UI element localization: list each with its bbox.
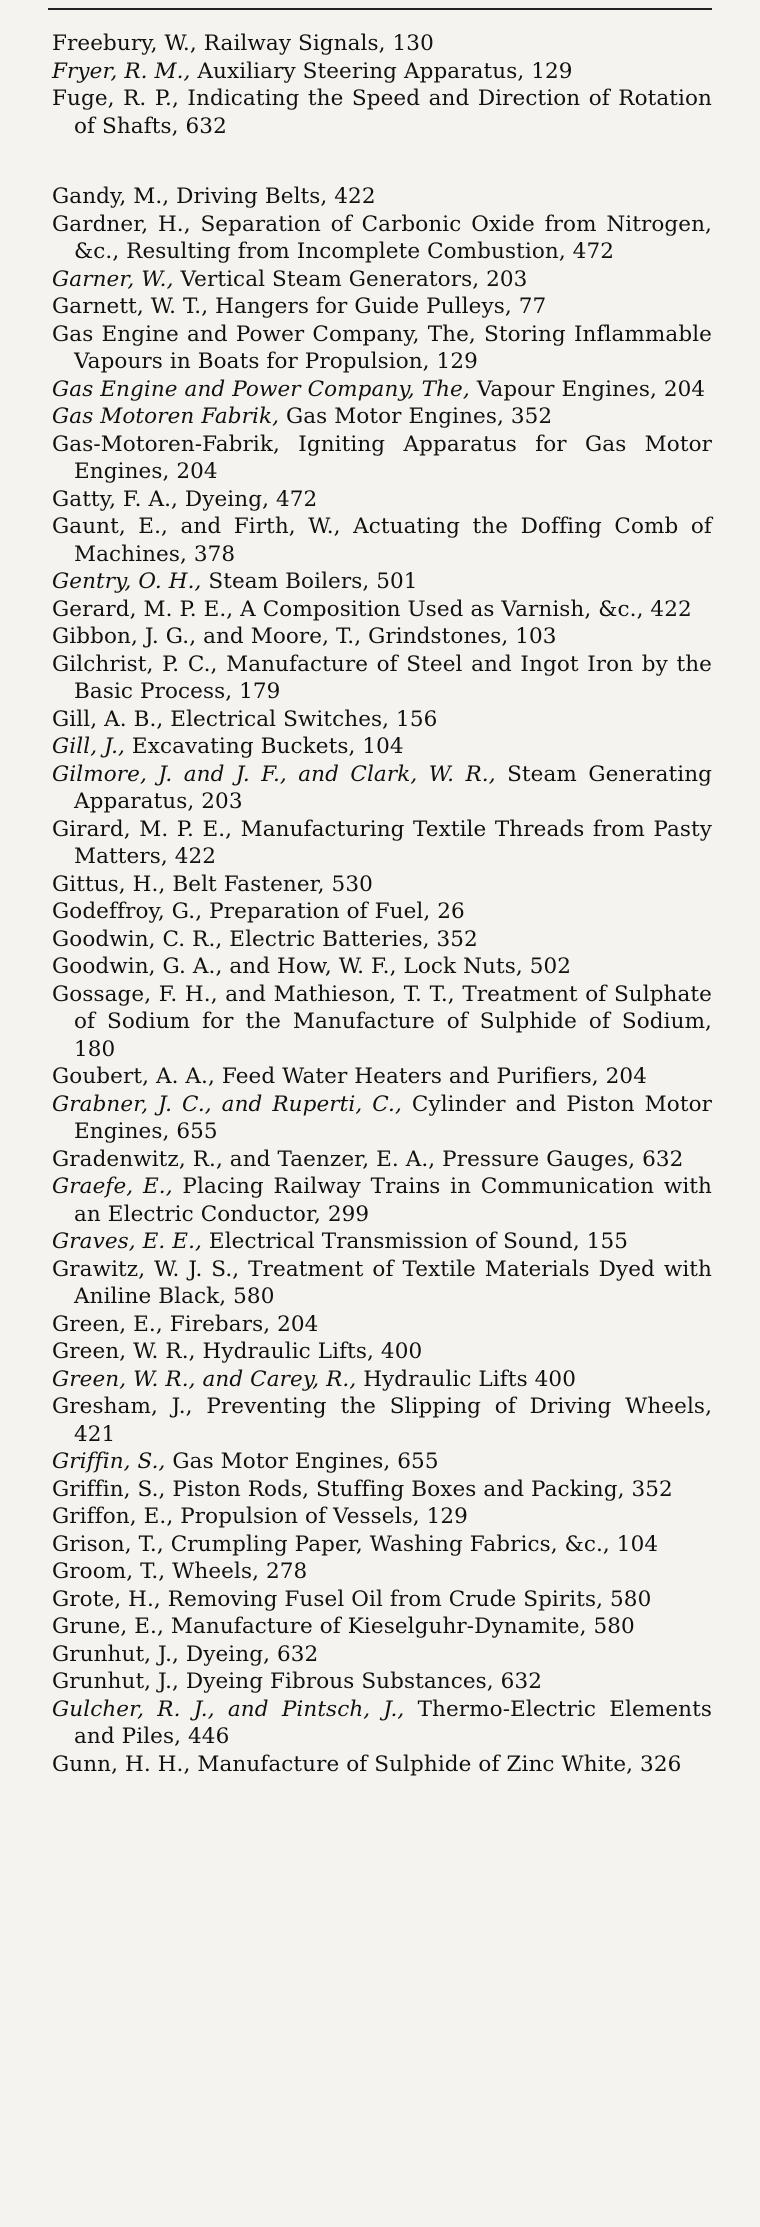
entry-name: Gunn, H. H., [52,1751,191,1777]
index-entry [52,1476,712,1504]
index-entry [52,733,712,761]
entry-subject: Preparation of Fuel, 26 [202,899,465,924]
entry-subject: Crumpling Paper, Washing Fabrics, &c., 104 [163,1531,659,1557]
index-entry [52,183,712,211]
entry-name: Gill, J., [52,734,125,759]
entry-subject: Treatment of Sulphate of Sodium for the Manufacture of Sulphide of Sodium, 180 [74,981,712,1062]
entry-subject: Belt Fastener, 530 [165,871,373,897]
index-entry [52,871,712,899]
entry-subject: Manufacture of Steel and Ingot Iron by the Basic Process, 179 [74,651,712,704]
index-entry [52,1503,712,1531]
index-entry [52,1586,712,1614]
section-gap [52,140,712,183]
index-entry [52,953,712,981]
entry-name: Gradenwitz, R., and Taenzer, E. A., [52,1146,436,1172]
entry-name: Goodwin, C. R., [52,926,223,952]
entry-subject: Igniting Apparatus for Gas Motor Engines, 204 [74,431,712,484]
index-entry [52,1558,712,1586]
index-entry [52,1393,712,1448]
index-entry [52,1063,712,1091]
entry-name: Gas Engine and Power Company, The, [52,376,470,402]
entry-name: Girard, M. P. E., [52,816,233,842]
entry-subject: Gas Motor Engines, 352 [279,404,553,429]
entry-subject: Driving Belts, 422 [169,184,376,209]
index-entry [52,981,712,1064]
entry-name: Grabner, J. C., and Ruperti, C., [52,1091,402,1117]
entry-subject: Grindstones, 103 [361,624,557,649]
entry-subject: Excavating Buckets, 104 [125,734,404,759]
index-entry [52,1228,712,1256]
index-entry [52,816,712,871]
entry-subject: Lock Nuts, 502 [396,954,572,979]
entry-name: Gilchrist, P. C., [52,651,218,677]
entry-name: Griffon, E., [52,1504,174,1529]
entry-subject: Firebars, 204 [162,1311,319,1337]
index-entry [52,376,712,404]
entry-subject: Dyeing, 632 [178,1641,319,1667]
index-entry [52,651,712,706]
index-entry [52,1751,712,1779]
entry-name: Grawitz, W. J. S., [52,1256,240,1282]
entry-name: Graves, E. E., [52,1229,202,1254]
entry-name: Gas Motoren Fabrik, [52,404,280,429]
entry-name: Grune, E., [52,1614,164,1639]
index-entry [52,1613,712,1641]
index-entry [52,623,712,651]
entries-g [52,183,712,1778]
entry-subject: Railway Signals, 130 [196,31,434,56]
entry-subject: Dyeing Fibrous Substances, 632 [178,1669,543,1694]
entry-name: Griffin, S., [52,1449,166,1474]
index-entry [52,403,712,431]
index-entry [52,513,712,568]
entry-name: Goubert, A. A., [52,1064,215,1089]
entry-subject: Dyeing, 472 [177,486,318,512]
entry-name: Gilmore, J. and J. F., and Clark, W. R., [52,761,496,787]
index-entry [52,1668,712,1696]
index-entry [52,568,712,596]
index-entry [52,1366,712,1394]
entries-top [52,30,712,140]
entry-subject: Piston Rods, Stuffing Boxes and Packing, 352 [165,1476,673,1502]
entry-name: Fuge, R. P., [52,86,179,111]
entry-subject: Treatment of Textile Materials Dyed with Aniline Black, 580 [74,1256,712,1309]
entry-subject: Hangers for Guide Pulleys, 77 [208,294,547,319]
entry-name: Grison, T., [52,1531,164,1557]
entry-subject: Preventing the Slipping of Driving Wheels, 421 [74,1394,712,1447]
entry-name: Garner, W., [52,266,174,292]
index-entry [52,1091,712,1146]
entry-subject: Separation of Carbonic Oxide from Nitrogen, &c., Resulting from Incomplete Combustion, 472 [74,211,712,264]
entry-subject: Feed Water Heaters and Purifiers, 204 [214,1064,647,1089]
entry-name: Freebury, W., [52,31,197,56]
entry-name: Green, W. R., [52,1339,196,1364]
index-entry [52,431,712,486]
entry-name: Gerard, M. P. E., [52,596,234,622]
entry-subject: Placing Railway Trains in Communication with an Electric Conductor, 299 [74,1174,712,1227]
entry-subject: Gas Motor Engines, 655 [165,1449,439,1474]
index-entry [52,85,712,140]
entry-subject: Manufacturing Textile Threads from Pasty Matters, 422 [74,816,712,869]
entry-name: Gardner, H., [52,211,191,237]
index-entry [52,321,712,376]
index-entry [52,596,712,624]
index-entry [52,1531,712,1559]
entry-name: Griffin, S., [52,1476,166,1502]
index-entry [52,211,712,266]
entry-subject: A Composition Used as Varnish, &c., 422 [233,596,692,622]
index-entry [52,293,712,321]
entry-subject: Auxiliary Steering Apparatus, 129 [190,58,573,84]
index-entry [52,1696,712,1751]
index-entry [52,926,712,954]
entry-subject: Wheels, 278 [165,1559,308,1584]
index-entry [52,486,712,514]
entry-name: Green, W. R., and Carey, R., [52,1366,357,1392]
entry-name: Gill, A. B., [52,706,164,732]
entry-name: Grunhut, J., [52,1641,179,1667]
entry-name: Green, E., [52,1311,163,1337]
entry-name: Gentry, O. H., [52,569,202,594]
index-entry [52,706,712,734]
index-entry [52,1641,712,1669]
entry-name: Godeffroy, G., [52,899,203,924]
entry-name: Gulcher, R. J., and Pintsch, J., [52,1696,405,1722]
index-entry [52,1256,712,1311]
entry-name: Gatty, F. A., [52,486,178,512]
entry-subject: Manufacture of Sulphide of Zinc White, 326 [190,1751,682,1777]
entry-subject: Storing Inflammable Vapours in Boats for Propulsion, 129 [74,321,712,374]
index-entry [52,1338,712,1366]
entry-name: Grunhut, J., [52,1669,179,1694]
entry-subject: Indicating the Speed and Direction of Rotation of Shafts, 632 [74,86,712,139]
entry-subject: Hydraulic Lifts, 400 [195,1339,423,1364]
entry-name: Gas Engine and Power Company, The, [52,321,476,347]
entry-subject: Hydraulic Lifts 400 [356,1366,576,1392]
entry-subject: Steam Generating Apparatus, 203 [74,761,713,814]
entry-subject: Pressure Gauges, 632 [435,1146,684,1172]
entry-subject: Actuating the Doffing Comb of Machines, 378 [74,514,712,567]
entry-name: Gibbon, J. G., and Moore, T., [52,624,362,649]
entry-name: Fryer, R. M., [52,58,191,84]
entry-name: Goodwin, G. A., and How, W. F., [52,954,397,979]
index-entry [52,898,712,926]
entry-subject: Electric Batteries, 352 [222,926,478,952]
entry-name: Gresham, J., [52,1394,193,1419]
top-rule [48,8,712,10]
entry-name: Graefe, E., [52,1174,173,1199]
entry-name: Garnett, W. T., [52,294,209,319]
index-entry [52,1311,712,1339]
entry-name: Gandy, M., [52,184,170,209]
entry-name: Grote, H., [52,1586,161,1612]
index-entry [52,30,712,58]
entry-subject: Electrical Transmission of Sound, 155 [201,1229,629,1254]
entry-subject: Propulsion of Vessels, 129 [173,1504,468,1529]
index-column [52,30,712,1778]
index-entry [52,761,712,816]
index-entry [52,1448,712,1476]
index-entry [52,58,712,86]
entry-name: Gaunt, E., and Firth, W., [52,514,341,539]
entry-subject: Manufacture of Kieselguhr-Dynamite, 580 [163,1614,635,1639]
entry-name: Gittus, H., [52,871,166,897]
entry-subject: Vapour Engines, 204 [469,376,706,402]
index-entry [52,266,712,294]
entry-subject: Vertical Steam Generators, 203 [173,266,528,292]
entry-subject: Thermo-Electric Elements and Piles, 446 [74,1696,712,1749]
entry-name: Gossage, F. H., and Mathieson, T. T., [52,981,455,1007]
entry-subject: Cylinder and Piston Motor Engines, 655 [74,1091,713,1144]
entry-subject: Electrical Switches, 156 [163,706,438,732]
entry-subject: Steam Boilers, 501 [201,569,418,594]
entry-name: Gas-Motoren-Fabrik, [52,431,280,457]
entry-name: Groom, T., [52,1559,166,1584]
index-entry [52,1173,712,1228]
index-entry [52,1146,712,1174]
entry-subject: Removing Fusel Oil from Crude Spirits, 580 [160,1586,652,1612]
